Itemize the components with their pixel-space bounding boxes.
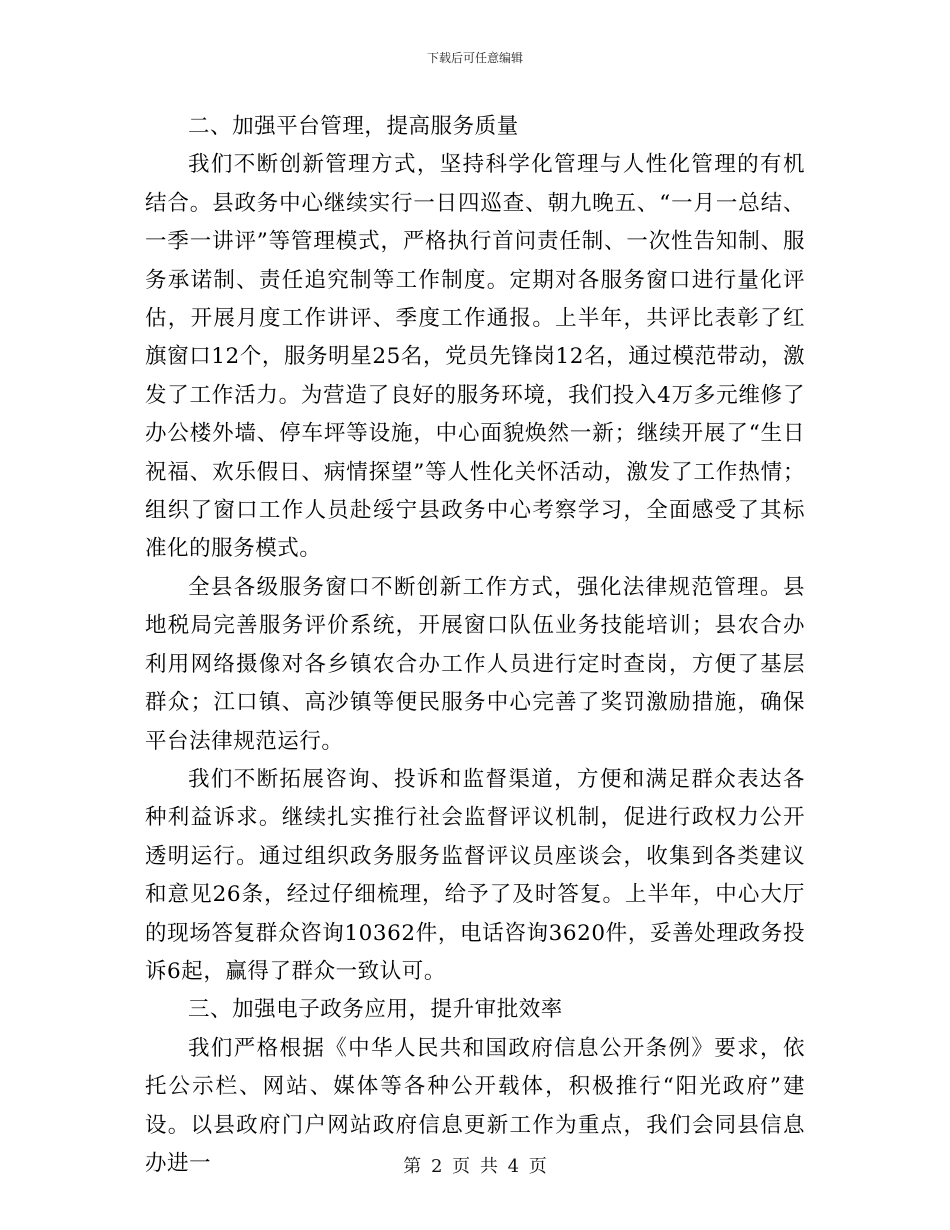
paragraph-management-methods: 我们不断创新管理方式，坚持科学化管理与人性化管理的有机结合。县政务中心继续实行一日四巡查、朝九晚五、“一月一总结、一季一讲评”等管理模式，严格执行首问责任制、一次性告知制、服务承诺制、责任追究制等工作制度。定期对各服务窗口进行量化评估，开展月度工作讲评、季度工作通报。上半年，共评比表彰了红旗窗口12个，服务明星25名，党员先锋岗12名，通过模范带动，激发了工作活力。为营造了良好的服务环境，我们投入4万多元维修了办公楼外墙、停车坪等设施，中心面貌焕然一新；继续开展了“生日祝福、欢乐假日、病情探望”等人性化关怀活动，激发了工作热情；组织了窗口工作人员赴绥宁县政务中心考察学习，全面感受了其标准化的服务模式。: [145, 152, 805, 562]
paragraph-consultation-channels: 我们不断拓展咨询、投诉和监督渠道，方便和满足群众表达各种利益诉求。继续扎实推行社会监督评议机制，促进行政权力公开透明运行。通过组织政务服务监督评议员座谈会，收集到各类建议和意见26条，经过仔细梳理，给予了及时答复。上半年，中心大厅的现场答复群众咨询10362件，电话咨询3620件，妥善处理政务投诉6起，赢得了群众一致认可。: [145, 766, 805, 984]
section-heading-e-government: 三、加强电子政务应用，提升审批效率: [188, 997, 563, 1023]
document-body: [145, 108, 805, 1183]
page-footer-page-number: 第 2 页 共 4 页: [403, 1156, 547, 1177]
paragraph-information-disclosure: 我们严格根据《中华人民共和国政府信息公开条例》要求，依托公示栏、网站、媒体等各种公开载体，积极推行“阳光政府”建设。以县政府门户网站政府信息更新工作为重点，我们会同县信息办进一: [145, 1035, 805, 1176]
paragraph-service-windows: 全县各级服务窗口不断创新工作方式，强化法律规范管理。县地税局完善服务评价系统，开展窗口队伍业务技能培训；县农合办利用网络摄像对各乡镇农合办工作人员进行定时查岗，方便了基层群众；江口镇、高沙镇等便民服务中心完善了奖罚激励措施，确保平台法律规范运行。: [145, 574, 805, 754]
page-header-note: 下载后可任意编辑: [426, 51, 523, 65]
section-heading-platform-management: 二、加强平台管理，提高服务质量: [188, 114, 519, 139]
